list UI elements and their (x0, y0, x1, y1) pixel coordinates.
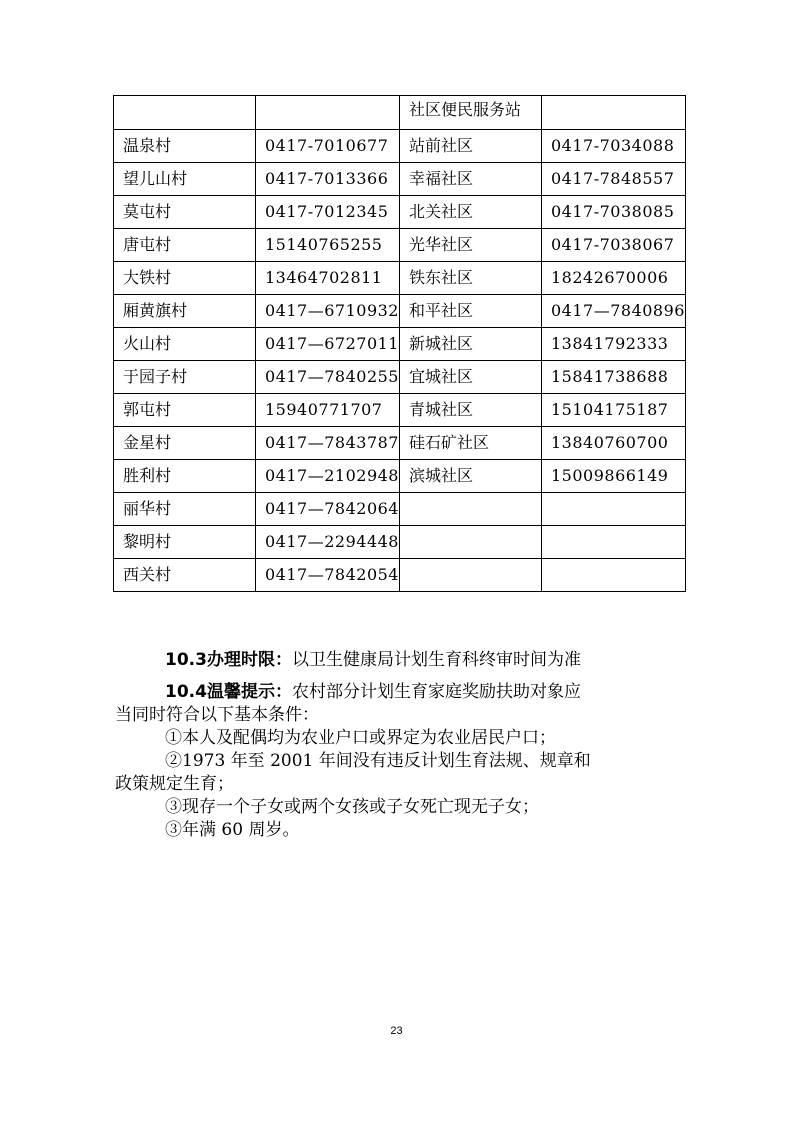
village-name-cell: 郭屯村 (114, 394, 256, 427)
community-name-cell: 滨城社区 (399, 460, 541, 493)
village-phone-cell: 0417-7013366 (256, 163, 400, 196)
village-name-cell: 于园子村 (114, 361, 256, 394)
village-phone-cell: 0417—7842054 (256, 559, 400, 592)
table-row (114, 394, 686, 427)
village-phone-cell: 15140765255 (256, 229, 400, 262)
village-name-cell: 西关村 (114, 559, 256, 592)
village-name-cell: 厢黄旗村 (114, 295, 256, 328)
community-name-cell: 新城社区 (399, 328, 541, 361)
community-phone-cell: 18242670006 (541, 262, 685, 295)
village-phone-cell: 13464702811 (256, 262, 400, 295)
village-name-cell: 温泉村 (114, 130, 256, 163)
service-contact-table (113, 95, 686, 592)
community-phone-cell: 0417-7038085 (541, 196, 685, 229)
village-phone-cell: 0417—2102948 (256, 460, 400, 493)
condition-item-3: ③现存一个子女或两个女孩或子女死亡现无子女； (165, 797, 539, 817)
community-phone-cell (541, 526, 685, 559)
header-cell-4 (541, 96, 685, 130)
table-row (114, 262, 686, 295)
village-phone-cell: 15940771707 (256, 394, 400, 427)
table-row (114, 526, 686, 559)
village-name-cell: 胜利村 (114, 460, 256, 493)
village-name-cell: 大铁村 (114, 262, 256, 295)
header-cell-service-station: 社区便民服务站 (399, 96, 541, 130)
processing-time-paragraph (115, 649, 675, 672)
warm-tips-text-line2: 当同时符合以下基本条件： (115, 705, 319, 725)
contact-table-body (114, 96, 686, 592)
table-row (114, 130, 686, 163)
village-phone-cell: 0417—2294448 (256, 526, 400, 559)
village-phone-cell: 0417-7012345 (256, 196, 400, 229)
village-name-cell: 黎明村 (114, 526, 256, 559)
community-phone-cell: 13841792333 (541, 328, 685, 361)
table-row (114, 328, 686, 361)
page-number: 23 (390, 1025, 403, 1037)
table-header-row (114, 96, 686, 130)
table-row (114, 493, 686, 526)
community-phone-cell: 0417-7034088 (541, 130, 685, 163)
village-name-cell: 唐屯村 (114, 229, 256, 262)
village-name-cell: 火山村 (114, 328, 256, 361)
village-phone-cell: 0417—6710932 (256, 295, 400, 328)
community-phone-cell: 0417-7848557 (541, 163, 685, 196)
community-name-cell (399, 526, 541, 559)
community-phone-cell: 0417-7038067 (541, 229, 685, 262)
community-name-cell: 北关社区 (399, 196, 541, 229)
table-row (114, 559, 686, 592)
village-phone-cell: 0417—7840255 (256, 361, 400, 394)
village-name-cell: 莫屯村 (114, 196, 256, 229)
village-phone-cell: 0417—7842064 (256, 493, 400, 526)
community-name-cell: 光华社区 (399, 229, 541, 262)
condition-item-2-line2: 政策规定生育； (115, 774, 234, 794)
community-phone-cell: 0417—7840896 (541, 295, 685, 328)
community-name-cell (399, 559, 541, 592)
condition-item-2-line1: ②1973 年至 2001 年间没有违反计划生育法规、规章和 (165, 751, 591, 771)
table-row (114, 163, 686, 196)
village-phone-cell: 0417—7843787 (256, 427, 400, 460)
community-phone-cell (541, 493, 685, 526)
community-name-cell (399, 493, 541, 526)
table-row (114, 361, 686, 394)
warm-tips-text-line1: 农村部分计划生育家庭奖励扶助对象应 (291, 682, 581, 702)
header-cell-2 (256, 96, 400, 130)
table-row (114, 427, 686, 460)
community-phone-cell: 13840760700 (541, 427, 685, 460)
community-phone-cell: 15841738688 (541, 361, 685, 394)
village-name-cell: 丽华村 (114, 493, 256, 526)
community-name-cell: 铁东社区 (399, 262, 541, 295)
table-row (114, 196, 686, 229)
community-name-cell: 硅石矿社区 (399, 427, 541, 460)
community-name-cell: 幸福社区 (399, 163, 541, 196)
community-name-cell: 站前社区 (399, 130, 541, 163)
table-row (114, 460, 686, 493)
table-row (114, 229, 686, 262)
processing-time-text: 以卫生健康局计划生育科终审时间为准 (291, 650, 581, 670)
community-name-cell: 宜城社区 (399, 361, 541, 394)
community-name-cell: 和平社区 (399, 295, 541, 328)
community-name-cell: 青城社区 (399, 394, 541, 427)
village-phone-cell: 0417—6727011 (256, 328, 400, 361)
section-processing-time (115, 649, 675, 672)
condition-item-1: ①本人及配偶均为农业户口或界定为农业居民户口； (165, 728, 556, 748)
processing-time-heading: 10.3办理时限： (165, 650, 292, 670)
header-cell-1 (114, 96, 256, 130)
village-name-cell: 望儿山村 (114, 163, 256, 196)
condition-item-4: ③年满 60 周岁。 (165, 820, 300, 840)
community-phone-cell: 15009866149 (541, 460, 685, 493)
warm-tips-heading: 10.4温馨提示： (165, 682, 292, 702)
village-name-cell: 金星村 (114, 427, 256, 460)
section-warm-tips (115, 681, 675, 842)
village-phone-cell: 0417-7010677 (256, 130, 400, 163)
community-phone-cell: 15104175187 (541, 394, 685, 427)
warm-tips-paragraph (115, 681, 675, 704)
community-phone-cell (541, 559, 685, 592)
table-row (114, 295, 686, 328)
